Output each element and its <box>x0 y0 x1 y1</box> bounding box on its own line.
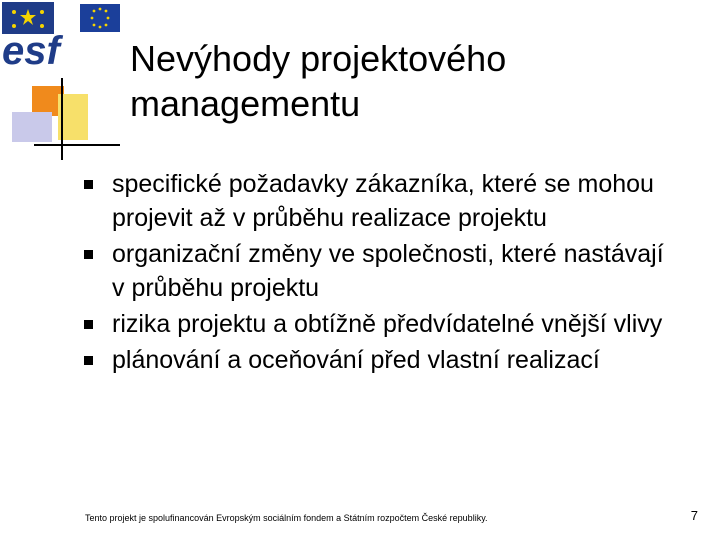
esf-logo-text: esf <box>2 29 60 73</box>
eu-flag-icon <box>80 4 120 32</box>
bullet-text: specifické požadavky zákazníka, které se mohou projevit až v průběhu realizace projektu <box>112 170 654 232</box>
page-number: 7 <box>690 508 698 523</box>
bullet-list <box>80 167 680 379</box>
slide-title <box>130 36 650 126</box>
bullet-text: organizační změny ve společnosti, které nastávají v průběhu projektu <box>112 240 664 302</box>
bullet-text: plánování a oceňování před vlastní realizací <box>112 346 600 374</box>
logo-area <box>0 0 130 165</box>
bullet-square-icon <box>84 320 93 329</box>
bullet-square-icon <box>84 250 93 259</box>
slide-title-line-1: Nevýhody projektového <box>130 38 507 79</box>
esf-logo-graphic <box>0 0 130 165</box>
bullet-item <box>80 167 680 235</box>
bullet-item <box>80 307 680 341</box>
decor-block-lavender <box>12 112 52 142</box>
footer-note: Tento projekt je spolufinancován Evropským sociálním fondem a Státním rozpočtem České republiky. <box>85 513 488 523</box>
bullet-item <box>80 343 680 377</box>
slide-title-line-2: managementu <box>130 83 361 124</box>
bullet-square-icon <box>84 356 93 365</box>
bullet-text: rizika projektu a obtížně předvídatelné vnější vlivy <box>112 310 663 338</box>
bullet-square-icon <box>84 180 93 189</box>
bullet-item <box>80 237 680 305</box>
